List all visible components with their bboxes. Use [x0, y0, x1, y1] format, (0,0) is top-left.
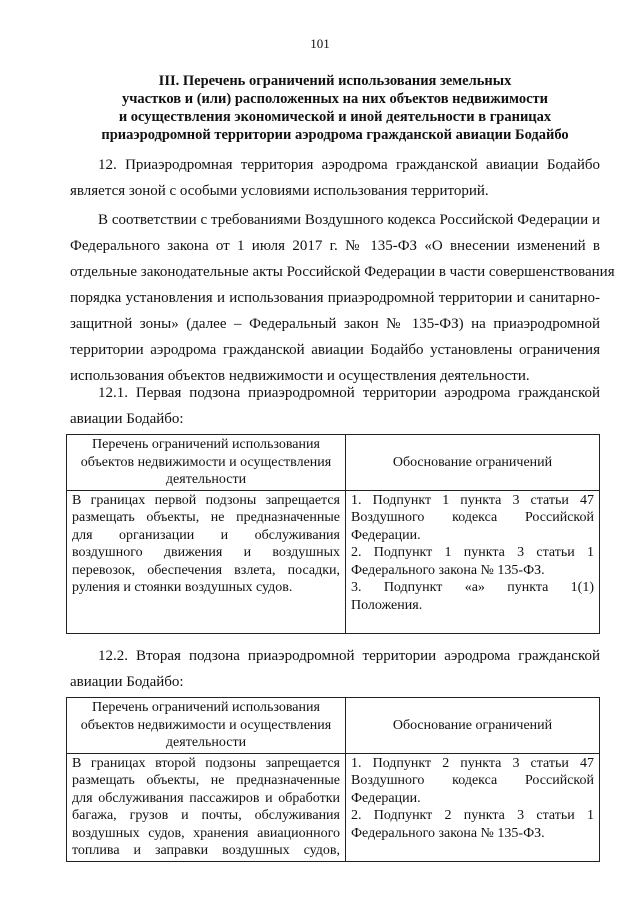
paragraph-line: Федерального закона от 1 июля 2017 г. № 135-ФЗ «О внесении изменений в — [70, 238, 600, 254]
paragraph-line: отдельные законодательные акты Российской Федерации в части совершенствования — [70, 264, 615, 280]
paragraph-line: 12. Приаэродромная территория аэродрома гражданской авиации Бодайбо — [98, 157, 600, 173]
cell-line: топлива и заправки воздушных судов, — [72, 843, 340, 858]
justification-cell — [346, 753, 600, 861]
paragraph-line: авиации Бодайбо: — [70, 411, 184, 427]
paragraph-line: использования объектов недвижимости и осуществления деятельности. — [70, 368, 530, 384]
cell-line: Федерации. — [351, 790, 421, 806]
cell-line: Федерального закона № 135-ФЗ. — [351, 562, 545, 578]
page-number: 101 — [310, 36, 330, 51]
cell-line: 3. Подпункт «а» пункта 1(1) — [351, 580, 594, 595]
restrictions-table-subzone-2 — [66, 697, 600, 862]
cell-line: В границах второй подзоны запрещается — [72, 755, 340, 771]
cell-line: Воздушного кодекса Российской — [351, 773, 594, 788]
cell-line: 1. Подпункт 2 пункта 3 статьи 47 — [351, 755, 594, 771]
cell-line: для обслуживания пассажиров и обработки — [72, 790, 340, 806]
paragraph-line: является зоной с особыми условиями использования территорий. — [70, 183, 489, 199]
paragraph-line: порядка установления и использования приаэродромной территории и санитарно- — [70, 290, 600, 306]
table-row — [67, 753, 600, 861]
paragraph-law — [70, 207, 615, 389]
paragraph-line: территории аэродрома гражданской авиации Бодайбо установлены ограничения — [70, 342, 600, 358]
table-header-left — [67, 435, 346, 491]
heading-line: и осуществления экономической и иной деятельности в границах — [118, 109, 552, 125]
cell-line: перевозок, обеспечения взлета, посадки, — [72, 562, 340, 578]
cell-line: багажа, грузов и почты, обслуживания — [72, 808, 340, 823]
table-header-right: Обоснование ограничений — [346, 435, 600, 491]
table-header-left — [67, 698, 346, 754]
restriction-cell — [67, 753, 346, 861]
cell-line: Федерального закона № 135-ФЗ. — [351, 825, 545, 841]
paragraph-line: авиации Бодайбо: — [70, 674, 184, 690]
paragraph-12-2 — [70, 643, 600, 695]
cell-line: воздушных судов, хранения авиационного — [72, 825, 340, 841]
cell-line: 1. Подпункт 1 пункта 3 статьи 47 — [351, 492, 594, 508]
cell-line: руления и стоянки воздушных судов. — [72, 580, 293, 595]
paragraph-line: 12.2. Вторая подзона приаэродромной территории аэродрома гражданской — [98, 648, 600, 664]
table-header-right: Обоснование ограничений — [346, 698, 600, 754]
cell-line: для организации и обслуживания — [72, 527, 340, 543]
header-line: объектов недвижимости и осуществления — [80, 454, 332, 470]
justification-cell — [346, 490, 600, 633]
paragraph-12-1 — [70, 380, 600, 432]
cell-line: В границах первой подзоны запрещается — [72, 492, 340, 508]
header-line: Перечень ограничений использования — [92, 700, 320, 715]
heading-line: III. Перечень ограничений использования земельных — [158, 73, 512, 89]
cell-line: 2. Подпункт 2 пункта 3 статьи 1 — [351, 808, 594, 823]
heading-line: приаэродромной территории аэродрома гражданской авиации Бодайбо — [101, 127, 569, 143]
header-line: деятельности — [165, 472, 247, 487]
restrictions-table-subzone-1 — [66, 434, 600, 634]
cell-line: Воздушного кодекса Российской — [351, 510, 594, 525]
cell-line: воздушного движения и воздушных — [72, 545, 340, 560]
cell-line: Положения. — [351, 597, 423, 613]
cell-line: размещать объекты, не предназначенные — [72, 773, 340, 788]
table-row — [67, 490, 600, 633]
table-header-row — [67, 698, 600, 754]
paragraph-line: В соответствии с требованиями Воздушного кодекса Российской Федерации и — [98, 212, 600, 228]
paragraph-12 — [70, 152, 600, 204]
header-line: объектов недвижимости и осуществления — [80, 717, 332, 733]
header-line: Перечень ограничений использования — [92, 437, 320, 452]
heading-line: участков и (или) расположенных на них объектов недвижимости — [121, 91, 548, 107]
cell-line: 2. Подпункт 1 пункта 3 статьи 1 — [351, 545, 594, 560]
header-line: деятельности — [165, 735, 247, 750]
cell-line: размещать объекты, не предназначенные — [72, 510, 340, 525]
paragraph-line: защитной зоны» (далее – Федеральный закон № 135-ФЗ) на приаэродромной — [70, 316, 600, 332]
cell-line: Федерации. — [351, 527, 421, 543]
restriction-cell — [67, 490, 346, 633]
table-header-row — [67, 435, 600, 491]
paragraph-line: 12.1. Первая подзона приаэродромной территории аэродрома гражданской — [98, 385, 600, 401]
section-heading — [70, 72, 600, 144]
